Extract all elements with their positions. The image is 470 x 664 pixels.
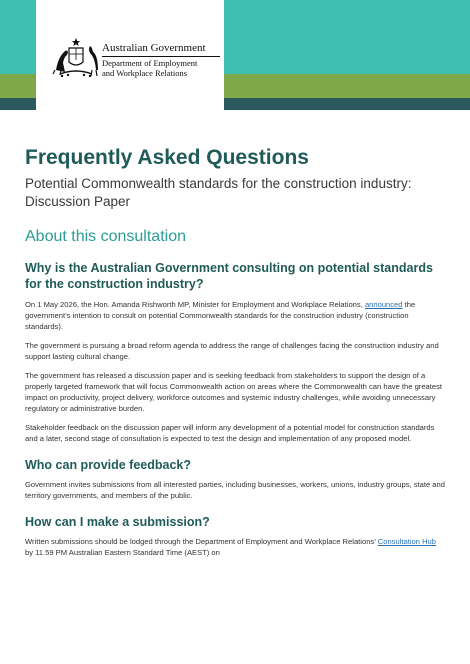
document-body [25,146,445,558]
section-heading: About this consultation [25,228,186,245]
page-subtitle: Potential Commonwealth standards for the construction industry: Discussion Paper [25,176,412,209]
paragraph-who-feedback: Government invites submissions from all interested parties, including businesses, workers, unions, industry groups, state and territory governments, and members of the public. [25,480,445,500]
department-name [102,58,197,78]
paragraph-submission [25,536,445,558]
coat-of-arms-icon [52,36,100,80]
question-heading-how: How can I make a submission? [25,515,210,529]
page-title: Frequently Asked Questions [25,146,309,169]
logo-title: Australian Government [102,42,206,54]
department-line-1: Department of Employment [102,58,198,68]
announced-link[interactable]: announced [364,300,403,309]
question-heading-who: Who can provide feedback? [25,458,192,472]
paragraph-text: the government’s intention to consult on potential Commonwealth standards for the construction industry (construction standards). [25,300,416,331]
consultation-hub-link[interactable]: Consultation Hub [377,537,437,546]
department-line-2: and Workplace Relations [102,68,188,78]
paragraph-discussion-paper: The government has released a discussion paper and is seeking feedback from stakeholders to support the design of a properly targeted framework that will focus Commonwealth action on areas where the Commonwealth can have the greatest impact on productivity, project delivery, workforce outcomes and systemic industry challenges, while avoiding unnecessary regulatory or administrative burden. [25,371,443,413]
paragraph-text: On 1 May 2026, the Hon. Amanda Rishworth MP, Minister for Employment and Workplace Relations, [25,300,363,309]
paragraph-text: by 11.59 PM Australian Eastern Standard Time (AEST) on [25,548,220,557]
question-heading-why: Why is the Australian Government consulting on potential standards for the construction industry? [25,261,433,291]
paragraph-stakeholder-feedback: Stakeholder feedback on the discussion paper will inform any development of a potential model for construction standards and a later, second stage of consultation is expected to test the design and implementation of any proposed model. [25,423,435,443]
paragraph-announcement [25,299,445,332]
paragraph-text: Written submissions should be lodged through the Department of Employment and Workplace Relations’ [25,537,376,546]
paragraph-reform-agenda: The government is pursuing a broad reform agenda to address the range of challenges facing the construction industry and support lasting cultural change. [25,341,439,361]
logo-divider [102,56,220,57]
government-logo [52,36,222,86]
